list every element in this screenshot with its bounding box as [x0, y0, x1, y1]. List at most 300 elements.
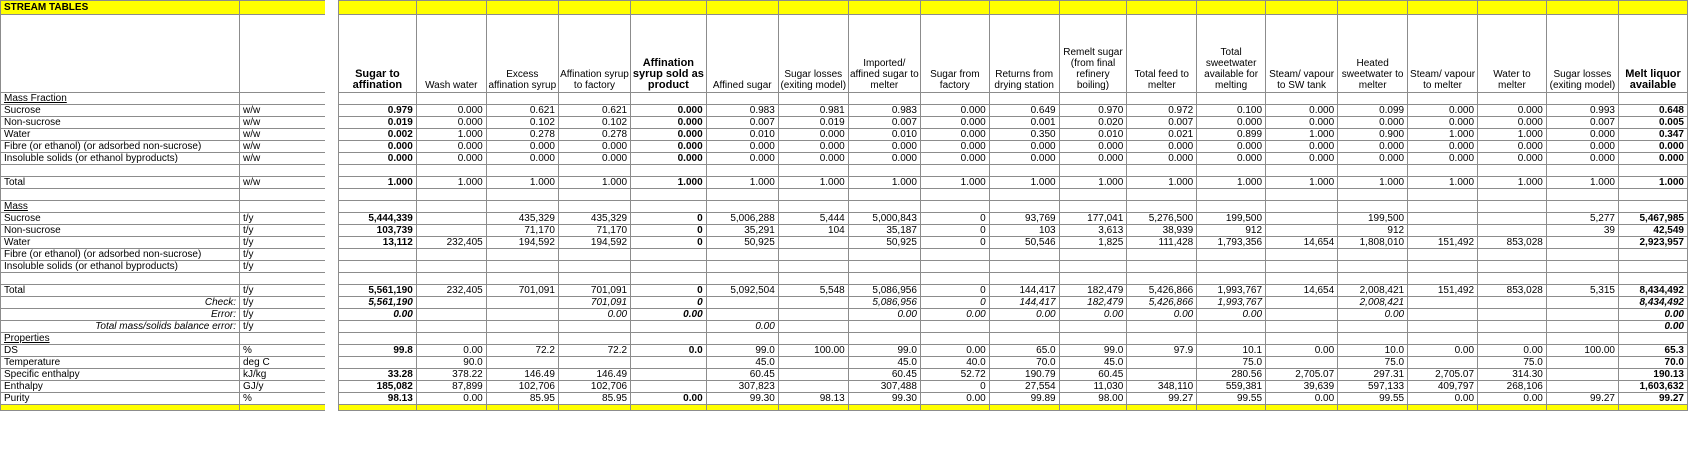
value-cell[interactable] [416, 309, 486, 321]
value-cell[interactable]: 0.007 [1127, 117, 1197, 129]
value-cell[interactable]: 99.27 [1546, 393, 1618, 405]
value-cell[interactable]: 0.000 [1478, 153, 1547, 165]
value-cell[interactable]: 103,739 [339, 225, 417, 237]
value-cell[interactable]: 50,546 [989, 237, 1059, 249]
row-unit[interactable]: % [240, 393, 326, 405]
value-cell[interactable] [706, 165, 778, 177]
value-cell[interactable]: 0.983 [848, 105, 920, 117]
value-cell[interactable] [1127, 249, 1197, 261]
value-cell[interactable]: 0.00 [706, 321, 778, 333]
title-empty[interactable] [1546, 1, 1618, 15]
value-cell[interactable]: 0.000 [1197, 153, 1266, 165]
value-cell[interactable] [1619, 273, 1688, 285]
value-cell[interactable]: 0.002 [339, 129, 417, 141]
value-cell[interactable] [1546, 273, 1618, 285]
value-cell[interactable]: 0.000 [1338, 117, 1408, 129]
value-cell[interactable]: 0.007 [848, 117, 920, 129]
value-cell[interactable]: 0.000 [1546, 153, 1618, 165]
value-cell[interactable]: 0.000 [416, 117, 486, 129]
value-cell[interactable]: 39 [1546, 225, 1618, 237]
row-unit[interactable] [240, 93, 326, 105]
value-cell[interactable]: 93,769 [989, 213, 1059, 225]
footer-strip[interactable] [558, 405, 630, 411]
value-cell[interactable] [1338, 165, 1408, 177]
value-cell[interactable] [631, 93, 707, 105]
value-cell[interactable] [631, 357, 707, 369]
row-unit[interactable]: t/y [240, 249, 326, 261]
value-cell[interactable]: 0.000 [1127, 141, 1197, 153]
value-cell[interactable] [920, 93, 989, 105]
title-empty[interactable] [1338, 1, 1408, 15]
value-cell[interactable] [1266, 213, 1338, 225]
value-cell[interactable] [1478, 333, 1547, 345]
column-header[interactable]: Water to melter [1478, 15, 1547, 93]
value-cell[interactable]: 307,823 [706, 381, 778, 393]
value-cell[interactable]: 14,654 [1266, 237, 1338, 249]
value-cell[interactable]: 98.13 [778, 393, 848, 405]
value-cell[interactable]: 701,091 [558, 285, 630, 297]
value-cell[interactable] [1266, 165, 1338, 177]
value-cell[interactable]: 1.000 [1266, 129, 1338, 141]
value-cell[interactable]: 0.000 [631, 153, 707, 165]
value-cell[interactable] [1408, 273, 1478, 285]
value-cell[interactable]: 104 [778, 225, 848, 237]
value-cell[interactable]: 85.95 [558, 393, 630, 405]
value-cell[interactable] [1619, 93, 1688, 105]
footer-strip[interactable] [1338, 405, 1408, 411]
value-cell[interactable]: 0.000 [778, 153, 848, 165]
value-cell[interactable]: 1.000 [1478, 129, 1547, 141]
title-empty[interactable] [631, 1, 707, 15]
value-cell[interactable]: 52.72 [920, 369, 989, 381]
value-cell[interactable] [416, 93, 486, 105]
value-cell[interactable]: 0 [631, 213, 707, 225]
value-cell[interactable]: 5,444,339 [339, 213, 417, 225]
value-cell[interactable]: 0.000 [486, 153, 558, 165]
value-cell[interactable]: 597,133 [1338, 381, 1408, 393]
value-cell[interactable]: 1.000 [1266, 177, 1338, 189]
value-cell[interactable]: 0.00 [920, 393, 989, 405]
value-cell[interactable]: 0.102 [558, 117, 630, 129]
value-cell[interactable] [1059, 189, 1127, 201]
row-label[interactable] [1, 189, 240, 201]
value-cell[interactable]: 0.000 [920, 141, 989, 153]
title-empty[interactable] [1478, 1, 1547, 15]
value-cell[interactable] [848, 333, 920, 345]
value-cell[interactable] [1127, 369, 1197, 381]
value-cell[interactable] [1266, 333, 1338, 345]
value-cell[interactable]: 0 [920, 213, 989, 225]
footer-strip[interactable] [1, 405, 240, 411]
row-label[interactable]: Properties [1, 333, 240, 345]
value-cell[interactable]: 1.000 [1127, 177, 1197, 189]
value-cell[interactable]: 0.00 [1619, 309, 1688, 321]
row-unit[interactable]: deg C [240, 357, 326, 369]
value-cell[interactable]: 701,091 [558, 297, 630, 309]
value-cell[interactable]: 99.30 [848, 393, 920, 405]
column-header[interactable]: Sugar losses (exiting model) [1546, 15, 1618, 93]
value-cell[interactable] [1266, 249, 1338, 261]
value-cell[interactable] [486, 165, 558, 177]
value-cell[interactable]: 0.00 [1266, 345, 1338, 357]
value-cell[interactable]: 1.000 [778, 177, 848, 189]
value-cell[interactable]: 0.000 [920, 129, 989, 141]
footer-strip[interactable] [631, 405, 707, 411]
value-cell[interactable]: 0.00 [1266, 393, 1338, 405]
value-cell[interactable]: 0.278 [558, 129, 630, 141]
value-cell[interactable] [1408, 201, 1478, 213]
footer-strip[interactable] [1127, 405, 1197, 411]
value-cell[interactable] [1619, 249, 1688, 261]
value-cell[interactable] [1619, 201, 1688, 213]
title-empty[interactable] [778, 1, 848, 15]
value-cell[interactable]: 185,082 [339, 381, 417, 393]
value-cell[interactable]: 99.55 [1197, 393, 1266, 405]
value-cell[interactable] [1408, 249, 1478, 261]
value-cell[interactable]: 0.00 [920, 345, 989, 357]
value-cell[interactable]: 348,110 [1127, 381, 1197, 393]
value-cell[interactable] [631, 369, 707, 381]
value-cell[interactable] [558, 321, 630, 333]
value-cell[interactable] [1266, 225, 1338, 237]
value-cell[interactable] [558, 333, 630, 345]
value-cell[interactable]: 307,488 [848, 381, 920, 393]
value-cell[interactable]: 182,479 [1059, 297, 1127, 309]
value-cell[interactable] [486, 261, 558, 273]
row-label[interactable]: Non-sucrose [1, 117, 240, 129]
value-cell[interactable] [1408, 189, 1478, 201]
value-cell[interactable] [1127, 357, 1197, 369]
value-cell[interactable] [1127, 261, 1197, 273]
value-cell[interactable]: 0.000 [486, 141, 558, 153]
value-cell[interactable] [631, 381, 707, 393]
value-cell[interactable] [1546, 165, 1618, 177]
value-cell[interactable] [1478, 189, 1547, 201]
value-cell[interactable] [1478, 201, 1547, 213]
value-cell[interactable]: 146.49 [558, 369, 630, 381]
value-cell[interactable]: 0.000 [558, 153, 630, 165]
value-cell[interactable]: 194,592 [486, 237, 558, 249]
value-cell[interactable] [848, 165, 920, 177]
value-cell[interactable]: 0.000 [339, 153, 417, 165]
footer-strip[interactable] [1059, 405, 1127, 411]
value-cell[interactable]: 1,793,356 [1197, 237, 1266, 249]
value-cell[interactable] [339, 357, 417, 369]
value-cell[interactable]: 8,434,492 [1619, 285, 1688, 297]
value-cell[interactable] [706, 297, 778, 309]
value-cell[interactable]: 39,639 [1266, 381, 1338, 393]
value-cell[interactable] [416, 261, 486, 273]
row-label[interactable]: Water [1, 129, 240, 141]
value-cell[interactable] [1338, 201, 1408, 213]
title-cell[interactable]: STREAM TABLES [1, 1, 240, 15]
value-cell[interactable] [1266, 201, 1338, 213]
value-cell[interactable]: 0.00 [1197, 309, 1266, 321]
value-cell[interactable]: 0.00 [1478, 345, 1547, 357]
value-cell[interactable] [920, 165, 989, 177]
value-cell[interactable]: 102,706 [486, 381, 558, 393]
value-cell[interactable]: 1.000 [1546, 177, 1618, 189]
row-unit[interactable] [240, 201, 326, 213]
value-cell[interactable] [416, 213, 486, 225]
column-header[interactable]: Melt liquor available [1619, 15, 1688, 93]
column-header[interactable]: Total sweetwater available for melting [1197, 15, 1266, 93]
value-cell[interactable]: 0 [920, 285, 989, 297]
value-cell[interactable] [1546, 201, 1618, 213]
value-cell[interactable]: 0 [920, 381, 989, 393]
value-cell[interactable]: 0.000 [1266, 117, 1338, 129]
value-cell[interactable] [486, 273, 558, 285]
row-label[interactable]: Sucrose [1, 213, 240, 225]
value-cell[interactable]: 0.0 [631, 345, 707, 357]
value-cell[interactable] [1059, 165, 1127, 177]
value-cell[interactable] [631, 249, 707, 261]
value-cell[interactable]: 0.000 [631, 141, 707, 153]
row-unit[interactable]: w/w [240, 177, 326, 189]
value-cell[interactable]: 0.010 [706, 129, 778, 141]
value-cell[interactable]: 5,467,985 [1619, 213, 1688, 225]
value-cell[interactable]: 232,405 [416, 237, 486, 249]
value-cell[interactable] [778, 273, 848, 285]
value-cell[interactable] [989, 93, 1059, 105]
column-header[interactable]: Sugar to affination [339, 15, 417, 93]
value-cell[interactable] [631, 201, 707, 213]
value-cell[interactable]: 1.000 [486, 177, 558, 189]
value-cell[interactable]: 0 [631, 297, 707, 309]
value-cell[interactable]: 280.56 [1197, 369, 1266, 381]
value-cell[interactable] [1059, 333, 1127, 345]
value-cell[interactable]: 559,381 [1197, 381, 1266, 393]
value-cell[interactable]: 3,613 [1059, 225, 1127, 237]
value-cell[interactable]: 0.00 [558, 309, 630, 321]
value-cell[interactable] [1338, 273, 1408, 285]
value-cell[interactable] [1266, 321, 1338, 333]
value-cell[interactable]: 0.000 [1478, 105, 1547, 117]
value-cell[interactable]: 0.00 [339, 309, 417, 321]
row-unit[interactable]: w/w [240, 141, 326, 153]
value-cell[interactable]: 1.000 [1197, 177, 1266, 189]
value-cell[interactable]: 99.27 [1619, 393, 1688, 405]
value-cell[interactable]: 0.000 [848, 153, 920, 165]
value-cell[interactable] [989, 321, 1059, 333]
value-cell[interactable]: 5,426,866 [1127, 297, 1197, 309]
value-cell[interactable] [1546, 333, 1618, 345]
footer-strip[interactable] [1546, 405, 1618, 411]
value-cell[interactable] [778, 201, 848, 213]
value-cell[interactable]: 0.000 [706, 153, 778, 165]
value-cell[interactable] [486, 249, 558, 261]
value-cell[interactable] [1266, 261, 1338, 273]
value-cell[interactable] [339, 333, 417, 345]
value-cell[interactable] [778, 237, 848, 249]
value-cell[interactable] [486, 357, 558, 369]
row-label[interactable]: Purity [1, 393, 240, 405]
value-cell[interactable] [920, 201, 989, 213]
value-cell[interactable] [1546, 93, 1618, 105]
row-label[interactable]: Total mass/solids balance error: [1, 321, 240, 333]
value-cell[interactable]: 0.00 [631, 393, 707, 405]
value-cell[interactable]: 199,500 [1338, 213, 1408, 225]
footer-strip[interactable] [240, 405, 326, 411]
row-unit[interactable]: w/w [240, 117, 326, 129]
value-cell[interactable] [1546, 249, 1618, 261]
footer-strip[interactable] [1266, 405, 1338, 411]
value-cell[interactable]: 0.000 [416, 105, 486, 117]
title-empty[interactable] [706, 1, 778, 15]
value-cell[interactable]: 2,008,421 [1338, 285, 1408, 297]
value-cell[interactable]: 0.000 [1478, 117, 1547, 129]
value-cell[interactable]: 14,654 [1266, 285, 1338, 297]
value-cell[interactable]: 0.981 [778, 105, 848, 117]
footer-strip[interactable] [1619, 405, 1688, 411]
value-cell[interactable] [1408, 261, 1478, 273]
value-cell[interactable]: 0.102 [486, 117, 558, 129]
value-cell[interactable] [778, 249, 848, 261]
value-cell[interactable]: 0.010 [848, 129, 920, 141]
value-cell[interactable]: 0.007 [1546, 117, 1618, 129]
title-empty[interactable] [558, 1, 630, 15]
footer-strip[interactable] [486, 405, 558, 411]
value-cell[interactable]: 177,041 [1059, 213, 1127, 225]
value-cell[interactable] [1127, 165, 1197, 177]
value-cell[interactable] [706, 189, 778, 201]
value-cell[interactable]: 1,993,767 [1197, 297, 1266, 309]
value-cell[interactable] [848, 261, 920, 273]
value-cell[interactable]: 0.000 [631, 105, 707, 117]
value-cell[interactable] [486, 309, 558, 321]
row-label[interactable]: Check: [1, 297, 240, 309]
value-cell[interactable]: 5,086,956 [848, 297, 920, 309]
value-cell[interactable]: 0.970 [1059, 105, 1127, 117]
title-empty[interactable] [1059, 1, 1127, 15]
value-cell[interactable] [920, 261, 989, 273]
value-cell[interactable]: 27,554 [989, 381, 1059, 393]
value-cell[interactable]: 38,939 [1127, 225, 1197, 237]
value-cell[interactable]: 99.0 [848, 345, 920, 357]
value-cell[interactable]: 144,417 [989, 285, 1059, 297]
value-cell[interactable]: 60.45 [1059, 369, 1127, 381]
value-cell[interactable]: 60.45 [848, 369, 920, 381]
value-cell[interactable]: 268,106 [1478, 381, 1547, 393]
value-cell[interactable]: 75.0 [1197, 357, 1266, 369]
value-cell[interactable]: 0.000 [1266, 105, 1338, 117]
column-header[interactable]: Affination syrup to factory [558, 15, 630, 93]
value-cell[interactable] [1197, 333, 1266, 345]
value-cell[interactable]: 99.55 [1338, 393, 1408, 405]
value-cell[interactable] [1408, 213, 1478, 225]
column-header[interactable]: Affined sugar [706, 15, 778, 93]
value-cell[interactable]: 1.000 [1059, 177, 1127, 189]
value-cell[interactable]: 0.019 [339, 117, 417, 129]
footer-strip[interactable] [706, 405, 778, 411]
value-cell[interactable]: 0.00 [1127, 309, 1197, 321]
value-cell[interactable]: 0.00 [989, 309, 1059, 321]
value-cell[interactable]: 190.13 [1619, 369, 1688, 381]
value-cell[interactable] [1197, 93, 1266, 105]
value-cell[interactable] [1059, 93, 1127, 105]
footer-strip[interactable] [989, 405, 1059, 411]
value-cell[interactable]: 0.000 [920, 153, 989, 165]
row-unit[interactable] [240, 273, 326, 285]
title-empty[interactable] [1197, 1, 1266, 15]
value-cell[interactable]: 0.099 [1338, 105, 1408, 117]
value-cell[interactable]: 1.000 [631, 177, 707, 189]
value-cell[interactable]: 103 [989, 225, 1059, 237]
row-unit[interactable]: % [240, 345, 326, 357]
value-cell[interactable] [339, 273, 417, 285]
value-cell[interactable]: 0.00 [1478, 393, 1547, 405]
value-cell[interactable]: 0.993 [1546, 105, 1618, 117]
row-unit[interactable]: kJ/kg [240, 369, 326, 381]
value-cell[interactable]: 33.28 [339, 369, 417, 381]
value-cell[interactable]: 0.00 [416, 345, 486, 357]
row-unit[interactable]: t/y [240, 261, 326, 273]
row-unit[interactable] [240, 333, 326, 345]
value-cell[interactable]: 1.000 [706, 177, 778, 189]
value-cell[interactable] [778, 297, 848, 309]
header-blank[interactable] [240, 15, 326, 93]
value-cell[interactable] [1338, 93, 1408, 105]
value-cell[interactable]: 1.000 [1408, 177, 1478, 189]
value-cell[interactable] [1127, 321, 1197, 333]
value-cell[interactable] [1197, 189, 1266, 201]
column-header[interactable]: Imported/ affined sugar to melter [848, 15, 920, 93]
value-cell[interactable] [989, 165, 1059, 177]
title-empty[interactable] [339, 1, 417, 15]
value-cell[interactable] [1338, 333, 1408, 345]
row-label[interactable]: Mass Fraction [1, 93, 240, 105]
value-cell[interactable] [416, 333, 486, 345]
value-cell[interactable]: 0.020 [1059, 117, 1127, 129]
value-cell[interactable]: 5,086,956 [848, 285, 920, 297]
value-cell[interactable]: 1.000 [558, 177, 630, 189]
value-cell[interactable] [1619, 333, 1688, 345]
value-cell[interactable]: 1.000 [989, 177, 1059, 189]
value-cell[interactable]: 13,112 [339, 237, 417, 249]
row-unit[interactable] [240, 165, 326, 177]
value-cell[interactable]: 87,899 [416, 381, 486, 393]
value-cell[interactable]: 85.95 [486, 393, 558, 405]
value-cell[interactable] [1127, 333, 1197, 345]
row-label[interactable]: Non-sucrose [1, 225, 240, 237]
value-cell[interactable] [631, 333, 707, 345]
value-cell[interactable] [1197, 165, 1266, 177]
value-cell[interactable] [486, 189, 558, 201]
value-cell[interactable]: 0.000 [989, 141, 1059, 153]
value-cell[interactable]: 0.000 [920, 117, 989, 129]
value-cell[interactable] [778, 357, 848, 369]
column-header[interactable]: Wash water [416, 15, 486, 93]
value-cell[interactable] [920, 321, 989, 333]
value-cell[interactable]: 99.30 [706, 393, 778, 405]
value-cell[interactable]: 0.899 [1197, 129, 1266, 141]
value-cell[interactable]: 0.000 [1197, 141, 1266, 153]
title-empty[interactable] [1266, 1, 1338, 15]
value-cell[interactable]: 8,434,492 [1619, 297, 1688, 309]
value-cell[interactable]: 0.00 [1408, 393, 1478, 405]
value-cell[interactable]: 75.0 [1338, 357, 1408, 369]
value-cell[interactable] [339, 321, 417, 333]
value-cell[interactable]: 0.900 [1338, 129, 1408, 141]
value-cell[interactable] [1266, 93, 1338, 105]
value-cell[interactable]: 0.000 [631, 117, 707, 129]
value-cell[interactable] [339, 165, 417, 177]
value-cell[interactable]: 5,276,500 [1127, 213, 1197, 225]
value-cell[interactable] [416, 297, 486, 309]
value-cell[interactable]: 0.001 [989, 117, 1059, 129]
value-cell[interactable] [558, 93, 630, 105]
value-cell[interactable]: 1,993,767 [1197, 285, 1266, 297]
